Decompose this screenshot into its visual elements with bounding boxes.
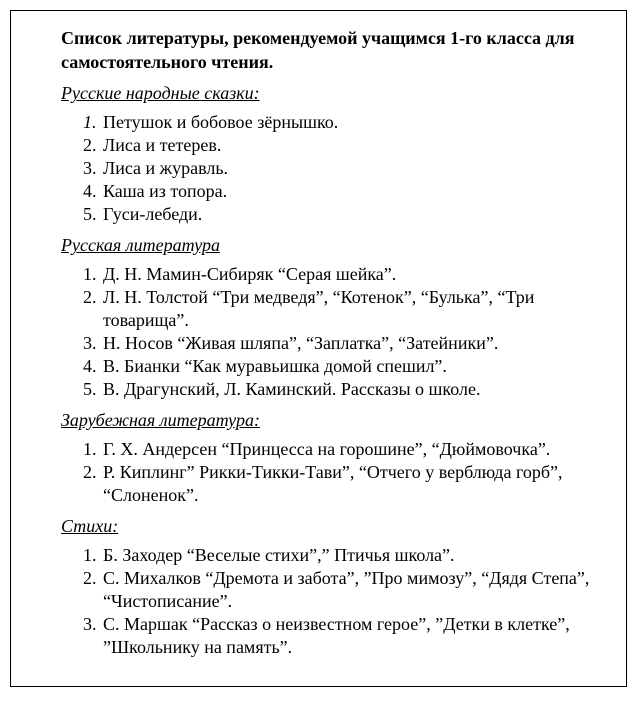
- list-item-text: Л. Н. Толстой “Три медведя”, “Котенок”, “Булька”, “Три товарища”.: [103, 287, 535, 330]
- list-number: 5.: [83, 204, 97, 224]
- list-item-text: В. Бианки “Как муравьишка домой спешил”.: [103, 356, 447, 376]
- list-item: [61, 378, 616, 401]
- list-number: 5.: [83, 379, 97, 399]
- list-item-text: Гуси-лебеди.: [103, 204, 203, 224]
- list-item-text: Г. Х. Андерсен “Принцесса на горошине”, “Дюймовочка”.: [103, 439, 551, 459]
- list-item-text: Лиса и журавль.: [103, 158, 229, 178]
- list-item-text: С. Михалков “Дремота и забота”, ”Про мимозу”, “Дядя Степа”, “Чистописание”.: [103, 568, 590, 611]
- list-item-text: С. Маршак “Рассказ о неизвестном герое”, ”Детки в клетке”, ”Школьнику на память”.: [103, 614, 570, 657]
- list-number: 3.: [83, 158, 97, 178]
- list-item: [61, 438, 616, 461]
- section-heading-foreign-literature: Зарубежная литература:: [61, 410, 260, 430]
- list-item-text: Лиса и тетерев.: [103, 135, 222, 155]
- list-item: [61, 544, 616, 567]
- list-item: [61, 263, 616, 286]
- list-number: 1.: [83, 264, 97, 284]
- list-item: [61, 157, 616, 180]
- foreign-literature-list: [61, 438, 616, 507]
- document-body: [61, 26, 616, 666]
- section-heading-folk-tales: Русские народные сказки:: [61, 83, 260, 103]
- section-heading-poems: Стихи:: [61, 516, 119, 536]
- list-number: 1.: [83, 545, 97, 565]
- folk-tales-list: [61, 111, 616, 226]
- list-item-text: В. Драгунский, Л. Каминский. Рассказы о школе.: [103, 379, 481, 399]
- list-number: 4.: [83, 181, 97, 201]
- section-heading-russian-literature: Русская литература: [61, 235, 220, 255]
- list-item: [61, 332, 616, 355]
- russian-literature-list: [61, 263, 616, 401]
- list-item: [61, 613, 616, 659]
- list-item-text: Петушок и бобовое зёрнышко.: [103, 112, 339, 132]
- list-number: 3.: [83, 614, 97, 634]
- list-item-text: Н. Носов “Живая шляпа”, “Заплатка”, “Затейники”.: [103, 333, 499, 353]
- list-number: 1.: [83, 112, 97, 132]
- list-number: 4.: [83, 356, 97, 376]
- list-item: [61, 567, 616, 613]
- list-item-text: Каша из топора.: [103, 181, 228, 201]
- list-number: 3.: [83, 333, 97, 353]
- list-number: 1.: [83, 439, 97, 459]
- list-item-text: Р. Киплинг” Рикки-Тикки-Тави”, “Отчего у верблюда горб”, “Слоненок”.: [103, 462, 563, 505]
- list-item: [61, 134, 616, 157]
- list-number: 2.: [83, 568, 97, 588]
- poems-list: [61, 544, 616, 659]
- list-item: [61, 355, 616, 378]
- list-item: [61, 180, 616, 203]
- list-number: 2.: [83, 287, 97, 307]
- list-number: 2.: [83, 135, 97, 155]
- list-item-text: Б. Заходер “Веселые стихи”,” Птичья школа”.: [103, 545, 455, 565]
- list-item-text: Д. Н. Мамин-Сибиряк “Серая шейка”.: [103, 264, 397, 284]
- list-item: [61, 203, 616, 226]
- list-item: [61, 461, 616, 507]
- list-item: [61, 286, 616, 332]
- list-number: 2.: [83, 462, 97, 482]
- document-title: Список литературы, рекомендуемой учащимся 1-го класса для самостоятельного чтения.: [61, 28, 575, 72]
- list-item: [61, 111, 616, 134]
